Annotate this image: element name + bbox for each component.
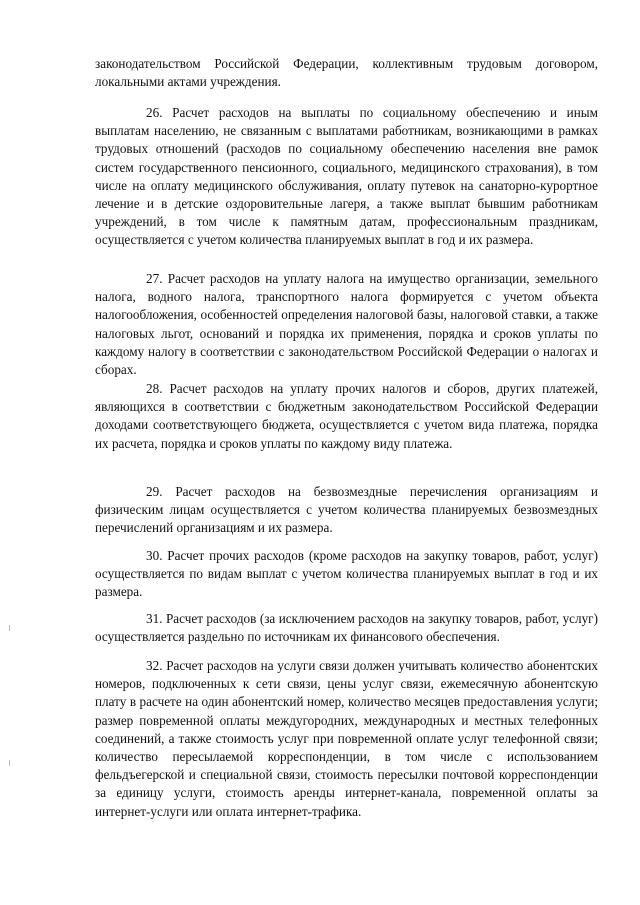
paragraph-26: 26. Расчет расходов на выплаты по социальному обеспечению и иным выплатам населению, не связанным с выплатами работникам, возникающими в рамках трудовых отношений (расходов по социальному обеспечению населения вне рамок систем государственного пенсионного, социального, медицинского страхования), в том числе на оплату медицинского обслуживания, оплату путевок на санаторно-курортное лечение и в детские оздоровительные лагеря, а также выплат бывшим работникам учреждений, в том числе к памятным датам, профессиональным праздникам, осуществляется с учетом количества планируемых выплат в год и их размера.: [95, 105, 598, 248]
paragraph-continuation: законодательством Российской Федерации, коллективным трудовым договором, локальными актами учреждения.: [95, 56, 598, 90]
scan-margin-mark: [9, 625, 10, 631]
paragraph-30: 30. Расчет прочих расходов (кроме расходов на закупку товаров, работ, услуг) осуществляется по видам выплат с учетом количества планируемых выплат в год и их размера.: [95, 548, 598, 600]
paragraph-31: 31. Расчет расходов (за исключением расходов на закупку товаров, работ, услуг) осуществляется раздельно по источникам их финансового обеспечения.: [95, 611, 598, 645]
paragraph-28: 28. Расчет расходов на уплату прочих налогов и сборов, других платежей, являющихся в соответствии с бюджетным законодательством Российской Федерации доходами соответствующего бюджета, осуществляется с учетом вида платежа, порядка их расчета, порядка и сроков уплаты по каждому виду платежа.: [95, 381, 598, 451]
paragraph-29: 29. Расчет расходов на безвозмездные перечисления организациям и физическим лицам осуществляется с учетом количества планируемых безвозмездных перечислений организациям и их размера.: [95, 484, 598, 536]
scan-margin-mark: [9, 760, 10, 766]
paragraph-27: 27. Расчет расходов на уплату налога на имущество организации, земельного налога, водного налога, транспортного налога формируется с учетом объекта налогообложения, особенностей определения налоговой базы, налоговой ставки, а также налоговых льгот, оснований и порядка их применения, порядка и сроков уплаты по каждому налогу в соответствии с законодательством Российской Федерации о налогах и сборах.: [95, 271, 598, 378]
paragraph-32: 32. Расчет расходов на услуги связи должен учитывать количество абонентских номеров, подключенных к сети связи, цены услуг связи, ежемесячную абонентскую плату в расчете на один абонентский номер, количество месяцев предоставления услуги; размер повременной оплаты междугородних, международных и местных телефонных соединений, а также стоимость услуг при повременной оплате услуг телефонной связи; количество пересылаемой корреспонденции, в том числе с использованием фельдъегерской и специальной связи, стоимость пересылки почтовой корреспонденции за единицу услуги, стоимость аренды интернет-канала, повременной оплаты за интернет-услуги или оплата интернет-трафика.: [95, 658, 598, 819]
